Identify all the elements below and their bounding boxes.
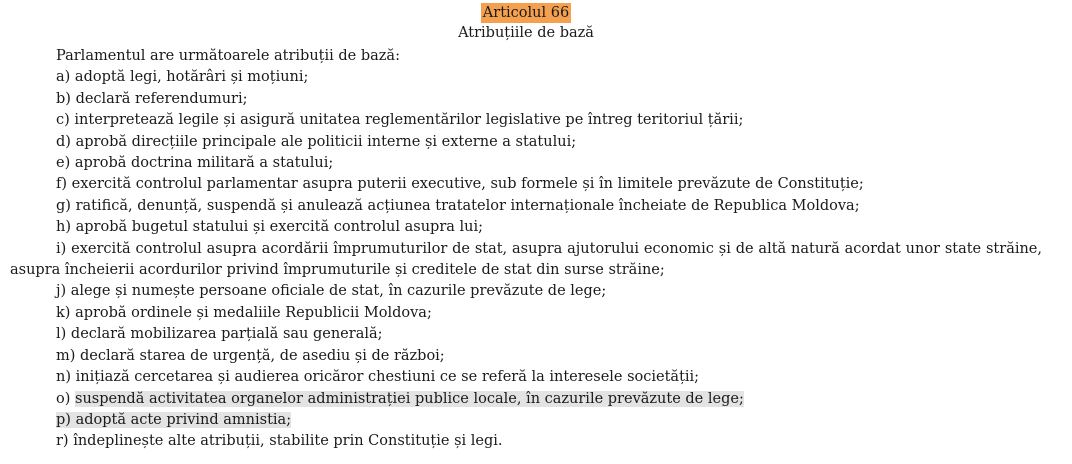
list-item-l <box>10 324 1042 345</box>
article-subtitle: Atribuțiile de bază <box>458 25 594 41</box>
item-text: îndeplinește alte atribuții, stabilite prin Constituție și legi. <box>73 433 503 450</box>
item-text-highlighted: suspendă activitatea organelor administrației publice locale, în cazurile prevăzute de lege; <box>75 390 744 407</box>
article-body <box>10 46 1042 453</box>
item-text: alege și numește persoane oficiale de stat, în cazurile prevăzute de lege; <box>70 283 607 300</box>
item-prefix: a) <box>56 69 75 86</box>
item-text: adoptă legi, hotărâri și moțiuni; <box>74 69 309 86</box>
item-prefix: d) <box>56 133 76 150</box>
list-item-j <box>10 281 1042 302</box>
item-prefix: l) <box>56 326 71 343</box>
list-item-n <box>10 367 1042 388</box>
item-prefix: n) <box>56 369 76 386</box>
item-text: ratifică, denunță, suspendă și anulează acțiunea tratatelor internaționale încheiate de Republica Moldova; <box>75 197 860 214</box>
item-prefix: c) <box>56 112 75 129</box>
item-text: declară referendumuri; <box>75 90 248 107</box>
item-text: aprobă doctrina militară a statului; <box>74 155 334 172</box>
list-item-h <box>10 217 1042 238</box>
list-item-f <box>10 174 1042 195</box>
item-text: declară mobilizarea parțială sau generală; <box>70 326 383 343</box>
item-prefix: k) <box>56 304 76 321</box>
item-prefix: m) <box>56 347 81 364</box>
item-text: declară starea de urgență, de asediu și de război; <box>80 347 445 364</box>
list-item-m <box>10 346 1042 367</box>
list-item-o <box>10 389 1042 410</box>
list-item-d <box>10 132 1042 153</box>
list-item-k <box>10 303 1042 324</box>
list-item-i <box>10 239 1042 260</box>
list-item-c <box>10 110 1042 131</box>
item-prefix: i) <box>56 240 72 257</box>
list-item-p <box>10 410 1042 431</box>
item-prefix: b) <box>56 90 76 107</box>
item-text: interpretează legile și asigură unitatea reglementărilor legislative pe întreg teritoriul țării; <box>74 112 744 129</box>
item-prefix: g) <box>56 197 76 214</box>
item-prefix: o) <box>56 390 75 407</box>
item-prefix: e) <box>56 155 75 172</box>
article-title: Articolul 66 <box>482 5 570 21</box>
item-text: inițiază cercetarea și audierea oricăror chestiuni ce se referă la interesele societății; <box>75 369 700 386</box>
article-title-wrap <box>10 0 1042 22</box>
item-text-highlighted: adoptă acte privind amnistia; <box>75 411 292 428</box>
list-item-g <box>10 196 1042 217</box>
article-intro: Parlamentul are următoarele atribuții de bază: <box>56 48 400 64</box>
item-prefix: f) <box>56 176 72 193</box>
list-item-e <box>10 153 1042 174</box>
item-text: aprobă direcțiile principale ale politicii interne și externe a statului; <box>75 133 577 150</box>
item-prefix: h) <box>56 219 76 236</box>
list-item-i-continuation: asupra încheierii acordurilor privind împrumuturile și creditele de stat din surse străine; <box>10 262 665 279</box>
item-prefix-highlighted: p) <box>56 411 76 428</box>
item-text: aprobă bugetul statului și exercită controlul asupra lui; <box>75 219 484 236</box>
item-prefix: r) <box>56 433 74 450</box>
item-text: aprobă ordinele și medaliile Republicii Moldova; <box>75 304 432 321</box>
item-prefix: j) <box>56 283 71 300</box>
item-text: exercită controlul parlamentar asupra puterii executive, sub formele și în limitele prevăzute de Constituție; <box>71 176 864 193</box>
list-item-a <box>10 67 1042 88</box>
list-item-r <box>10 431 1042 452</box>
item-text: exercită controlul asupra acordării împrumuturilor de stat, asupra ajutorului economic și de altă natură acordat unor state străine, <box>71 240 1043 257</box>
list-item-b <box>10 89 1042 110</box>
